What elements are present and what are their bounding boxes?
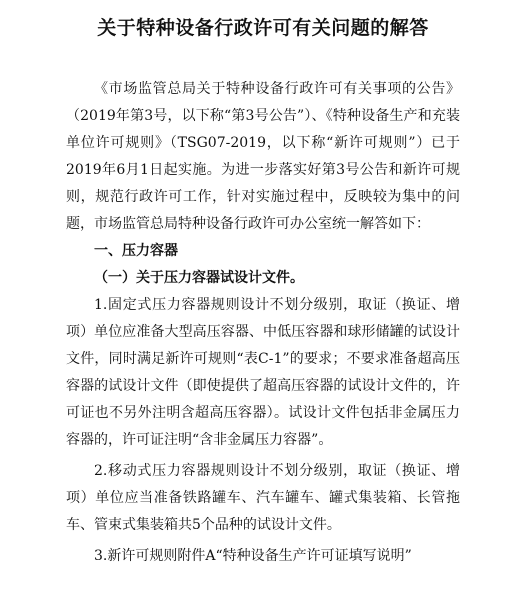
subsection-heading-trial-design: （一）关于压力容器试设计文件。 xyxy=(94,270,304,286)
paragraph-item-3: 3.新许可规则附件A“特种设备生产许可证填写说明” xyxy=(94,548,412,564)
section-heading-pressure-vessels: 一、压力容器 xyxy=(94,243,178,259)
document-title: 关于特种设备行政许可有关问题的解答 xyxy=(97,17,429,39)
intro-paragraph: 《市场监管总局关于特种设备行政许可有关事项的公告》（2019年第3号，以下称“第3号公告”）、《特种设备生产和充装单位许可规则》（TSG07-2019，以下称“新许可规则”）已于2019年6月1日起实施。为进一步落实好第3号公告和新许可规则，规范行政许可工作，针对实施过程中，反映较为集中的问题，市场监管总局特种设备行政许可办公室统一解答如下： xyxy=(66,81,460,232)
paragraph-item-1: 1.固定式压力容器规则设计不划分级别，取证（换证、增项）单位应准备大型高压容器、中低压容器和球形储罐的试设计文件，同时满足新许可规则“表C-1”的要求；不要求准备超高压容器的试设计文件（即使提供了超高压容器的试设计文件的，许可证也不另外注明含超高压容器）。试设计文件包括非金属压力容器的，许可证注明“含非金属压力容器”。 xyxy=(66,297,460,448)
paragraph-item-2: 2.移动式压力容器规则设计不划分级别，取证（换证、增项）单位应当准备铁路罐车、汽车罐车、罐式集装箱、长管拖车、管束式集装箱共5个品种的试设计文件。 xyxy=(66,463,460,533)
